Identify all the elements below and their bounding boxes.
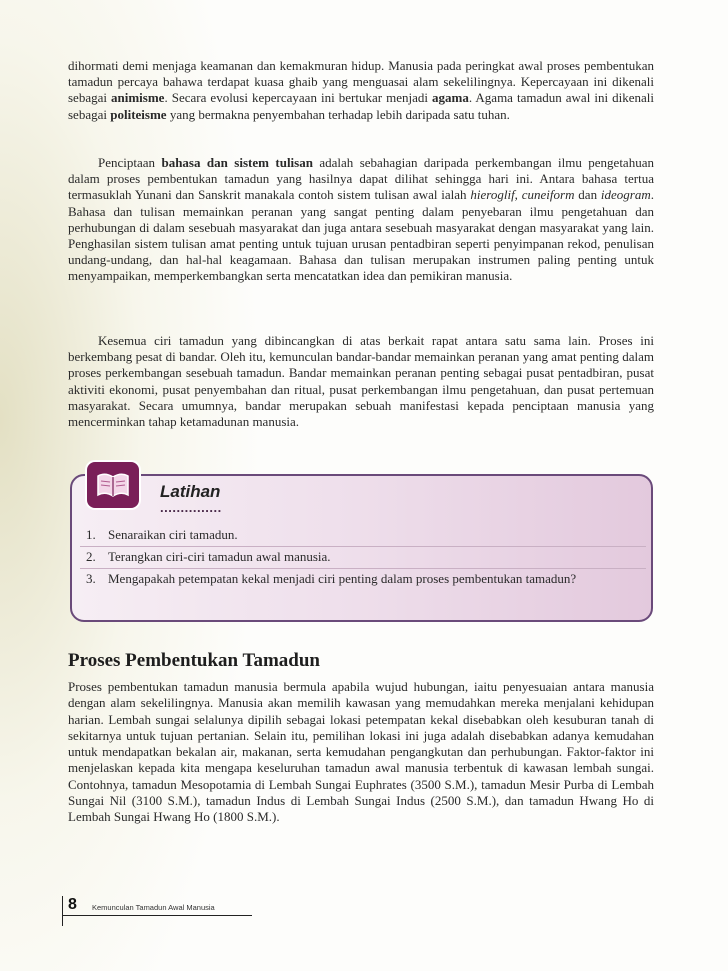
item-text: Mengapakah petempatan kekal menjadi ciri penting dalam proses pembentukan tamadun? xyxy=(108,571,577,586)
footer-tick xyxy=(62,896,63,926)
item-number: 2. xyxy=(86,549,96,564)
term-ideogram: ideogram xyxy=(600,187,651,203)
page-number: 8 xyxy=(68,896,77,913)
latihan-item xyxy=(80,569,646,590)
item-number: 3. xyxy=(86,571,96,586)
paragraph-agama xyxy=(68,58,654,123)
footer-title: Kemunculan Tamadun Awal Manusia xyxy=(92,903,215,912)
text-run: . Bahasa dan tulisan memainkan peranan yang sangat penting dalam penyebaran ilmu pengetahuan dan perhubungan di dalam sesebuah masyarakat dan juga antara sesebuah masyarakat dengan masyarakat yang lain. Penghasilan sistem tulisan amat penting untuk tujuan urusan pentadbiran seperti penyimpanan rekod, penulisan undang-undang, dan hal-hal keagamaan. Bahasa dan tulisan merupakan instrumen paling penting untuk menyampaikan, memperkembangkan serta mencatatkan idea dan pemikiran manusia. xyxy=(68,187,654,284)
footer-rule xyxy=(62,915,252,916)
text-run: . Secara evolusi kepercayaan ini bertukar menjadi xyxy=(164,90,432,106)
term-politeisme: politeisme xyxy=(110,106,167,122)
open-book-icon xyxy=(87,462,139,508)
text-run: adalah sebahagian daripada perkembangan ilmu pengetahuan dalam proses pembentukan tamadun yang hasilnya dapat dilihat sehingga hari ini. Antara bahasa tertua termasuklah Yunani dan Sanskrit manakala contoh sistem tulisan awal ialah xyxy=(68,155,654,203)
term-hieroglif-cuneiform: hieroglif, cuneiform xyxy=(470,187,575,203)
term-animisme: animisme xyxy=(111,90,165,106)
open-book-icon xyxy=(95,470,131,500)
paragraph-bahasa xyxy=(68,155,654,285)
item-text: Senaraikan ciri tamadun. xyxy=(108,527,238,542)
text-run: Penciptaan xyxy=(98,155,162,170)
paragraph-text: Proses pembentukan tamadun manusia bermula apabila wujud hubungan, iaitu penyesuaian antara manusia dengan alam sekelilingnya. Manusia akan memilih kawasan yang memudahkan mereka menjalani kehidupan harian. Lembah sungai selalunya dipilih sebagai lokasi petempatan kekal disebabkan oleh kesuburan tanah di sekitarnya untuk tujuan pertanian. Selain itu, pemilihan lokasi ini juga adalah disebabkan adanya kemudahan untuk mendapatkan bekalan air, makanan, serta kemudahan pengangkutan dan perhubungan. Faktor-faktor ini menjelaskan kepada kita mengapa keseluruhan tamadun awal manusia terbentuk di kawasan lembah sungai. Contohnya, tamadun Mesopotamia di Lembah Sungai Euphrates (3500 S.M.), tamadun Mesir Purba di Lembah Sungai Nil (3100 S.M.), tamadun Indus di Lembah Sungai Indus (2500 S.M.), dan tamadun Hwang Ho di Lembah Sungai Hwang Ho (1800 S.M.). xyxy=(68,679,654,825)
text-run: yang bermakna penyembahan terhadap lebih daripada satu tuhan. xyxy=(166,106,510,122)
paragraph-proses xyxy=(68,679,654,826)
latihan-item xyxy=(80,525,646,547)
latihan-title: Latihan xyxy=(160,482,221,501)
text-run: . Agama tamadun awal ini dikenali sebagai xyxy=(68,90,654,122)
item-text: Terangkan ciri-ciri tamadun awal manusia. xyxy=(108,549,331,564)
paragraph-text: Kesemua ciri tamadun yang dibincangkan di atas berkait rapat antara satu sama lain. Proses ini berkembang pesat di bandar. Oleh itu, kemunculan bandar-bandar memainkan peranan yang amat penting dalam proses perkembangan sesebuah tamadun. Bandar memainkan peranan penting sebagai pusat pentadbiran, pusat aktiviti ekonomi, pusat penyembahan dan ritual, pusat perkembangan ilmu pengetahuan, dan pusat pertemuan masyarakat. Secara umumnya, bandar merupakan sebuah manifestasi kepada penciptaan manusia yang mencerminkan tahap ketamadunan manusia. xyxy=(68,333,654,430)
text-run: dihormati demi menjaga keamanan dan kemakmuran hidup. Manusia pada peringkat awal proses pembentukan tamadun percaya bahawa terdapat kuasa ghaib yang menguasai alam sekelilingnya. Kepercayaan ini dikenali sebagai xyxy=(68,58,654,106)
section-heading: Proses Pembentukan Tamadun xyxy=(68,650,320,671)
term-agama: agama xyxy=(432,90,469,106)
text-run: dan xyxy=(574,187,601,203)
item-number: 1. xyxy=(86,527,96,542)
latihan-item xyxy=(80,547,646,569)
term-bahasa-tulisan: bahasa dan sistem tulisan xyxy=(161,155,313,170)
latihan-dots: ............... xyxy=(160,500,222,515)
paragraph-bandar xyxy=(68,333,654,430)
latihan-list xyxy=(80,525,646,590)
